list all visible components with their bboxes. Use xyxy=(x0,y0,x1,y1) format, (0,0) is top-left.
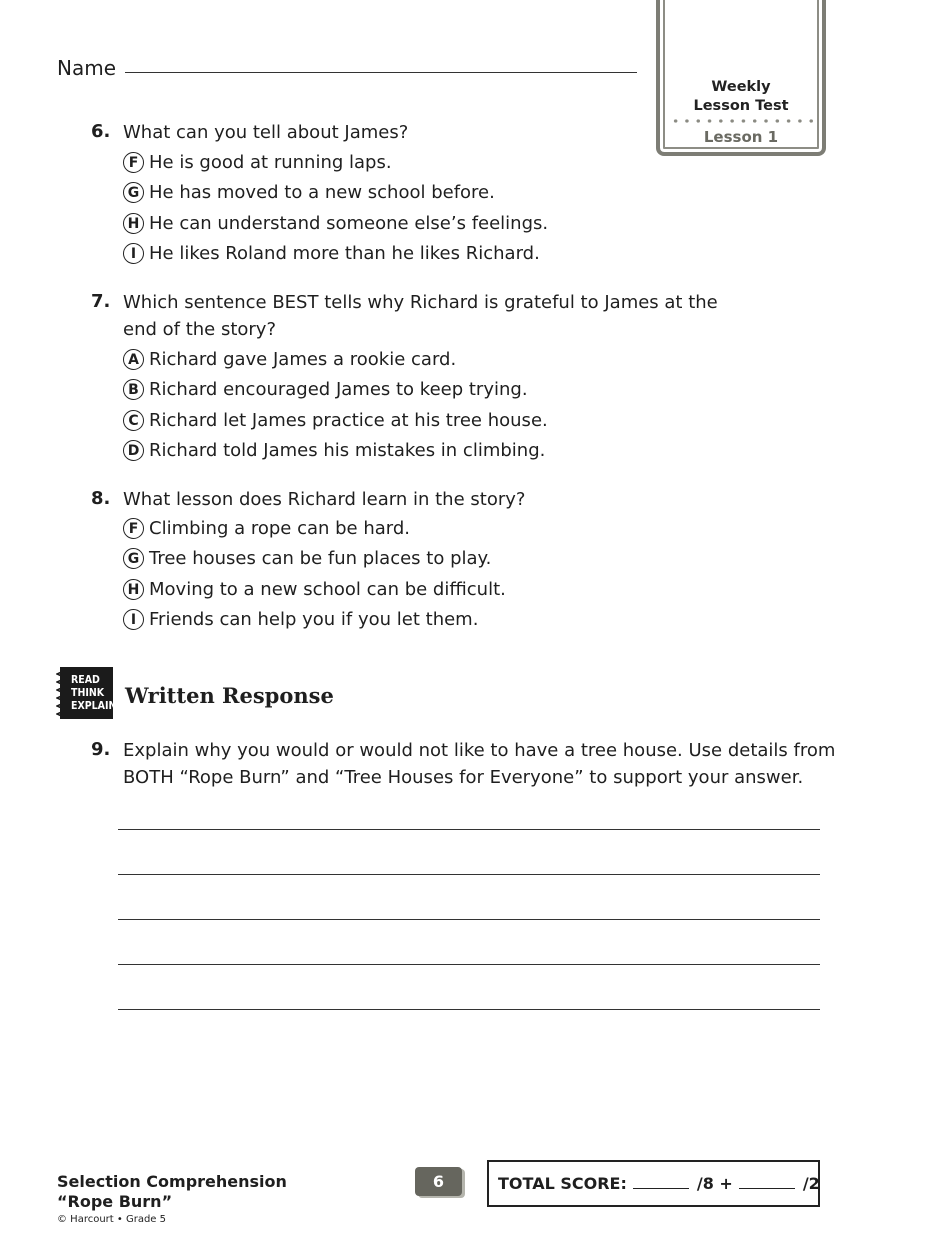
option-text: Richard told James his mistakes in climbing. xyxy=(149,440,546,461)
total-score xyxy=(498,1174,820,1193)
question-7-option-b[interactable] xyxy=(123,379,528,400)
option-text: He is good at running laps. xyxy=(149,152,392,173)
option-letter-circle: D xyxy=(123,440,144,461)
question-7-text xyxy=(123,289,718,343)
footer-selection-title xyxy=(57,1172,287,1212)
option-text: Richard let James practice at his tree house. xyxy=(149,410,548,431)
name-field[interactable] xyxy=(125,72,637,73)
name-label: Name xyxy=(57,56,117,80)
question-9-text xyxy=(123,737,835,791)
icon-line-explain: EXPLAIN xyxy=(71,700,117,712)
question-6-number: 6. xyxy=(91,121,111,142)
question-6-option-h[interactable] xyxy=(123,213,548,234)
answer-line[interactable] xyxy=(118,919,820,920)
option-letter-circle: H xyxy=(123,213,144,234)
question-7-option-c[interactable] xyxy=(123,410,548,431)
page-number-badge: 6 xyxy=(415,1167,462,1196)
footer-title-line2: “Rope Burn” xyxy=(57,1192,173,1211)
option-letter-circle: G xyxy=(123,182,144,203)
footer-title-line1: Selection Comprehension xyxy=(57,1172,287,1191)
option-text: Climbing a rope can be hard. xyxy=(149,518,411,539)
question-9-text-line2: BOTH “Rope Burn” and “Tree Houses for Everyone” to support your answer. xyxy=(123,767,804,788)
answer-line[interactable] xyxy=(118,964,820,965)
question-6-option-g[interactable] xyxy=(123,182,495,203)
question-8-option-g[interactable] xyxy=(123,548,491,569)
option-letter-circle: I xyxy=(123,609,144,630)
tab-title-line2: Lesson Test xyxy=(693,98,789,114)
option-letter-circle: I xyxy=(123,243,144,264)
question-6-option-i[interactable] xyxy=(123,243,540,264)
option-letter-circle: B xyxy=(123,379,144,400)
option-text: He likes Roland more than he likes Richard. xyxy=(149,243,540,264)
score-part-2: /2 xyxy=(802,1174,820,1193)
question-9-text-line1: Explain why you would or would not like to have a tree house. Use details from xyxy=(123,740,836,761)
question-7-number: 7. xyxy=(91,291,111,312)
question-7-option-a[interactable] xyxy=(123,349,456,370)
written-response-heading: Written Response xyxy=(125,683,334,708)
question-6-option-f[interactable] xyxy=(123,152,392,173)
option-text: He has moved to a new school before. xyxy=(149,182,495,203)
option-letter-circle: C xyxy=(123,410,144,431)
tab-lesson: Lesson 1 xyxy=(703,128,779,146)
question-7-option-d[interactable] xyxy=(123,440,545,461)
option-text: Richard encouraged James to keep trying. xyxy=(149,379,528,400)
option-text: He can understand someone else’s feelings. xyxy=(149,213,549,234)
question-8-text: What lesson does Richard learn in the story? xyxy=(123,489,526,510)
copyright: © Harcourt • Grade 5 xyxy=(57,1214,166,1225)
tab-title-line1: Weekly xyxy=(711,79,771,95)
answer-line[interactable] xyxy=(118,829,820,830)
option-text: Moving to a new school can be difficult. xyxy=(149,579,506,600)
tab-dot-divider xyxy=(670,117,816,125)
option-text: Tree houses can be fun places to play. xyxy=(149,548,492,569)
score-part-1: /8 + xyxy=(696,1174,733,1193)
answer-line[interactable] xyxy=(118,1009,820,1010)
read-think-explain-icon xyxy=(60,667,117,719)
question-9-number: 9. xyxy=(91,739,111,760)
question-8-option-f[interactable] xyxy=(123,518,410,539)
question-8-option-h[interactable] xyxy=(123,579,506,600)
tab-title xyxy=(656,78,826,116)
score-blank-2[interactable] xyxy=(739,1188,795,1189)
answer-line[interactable] xyxy=(118,874,820,875)
question-7-text-line1: Which sentence BEST tells why Richard is grateful to James at the xyxy=(123,292,718,313)
score-label: TOTAL SCORE: xyxy=(498,1174,627,1193)
option-letter-circle: F xyxy=(123,518,144,539)
icon-line-read: READ xyxy=(71,674,100,686)
question-6-text: What can you tell about James? xyxy=(123,122,409,143)
option-letter-circle: A xyxy=(123,349,144,370)
option-text: Friends can help you if you let them. xyxy=(149,609,479,630)
option-letter-circle: G xyxy=(123,548,144,569)
score-blank-1[interactable] xyxy=(633,1188,689,1189)
icon-line-think: THINK xyxy=(71,687,105,699)
option-letter-circle: F xyxy=(123,152,144,173)
question-7-text-line2: end of the story? xyxy=(123,319,277,340)
option-text: Richard gave James a rookie card. xyxy=(149,349,457,370)
question-8-number: 8. xyxy=(91,488,111,509)
option-letter-circle: H xyxy=(123,579,144,600)
question-8-option-i[interactable] xyxy=(123,609,478,630)
